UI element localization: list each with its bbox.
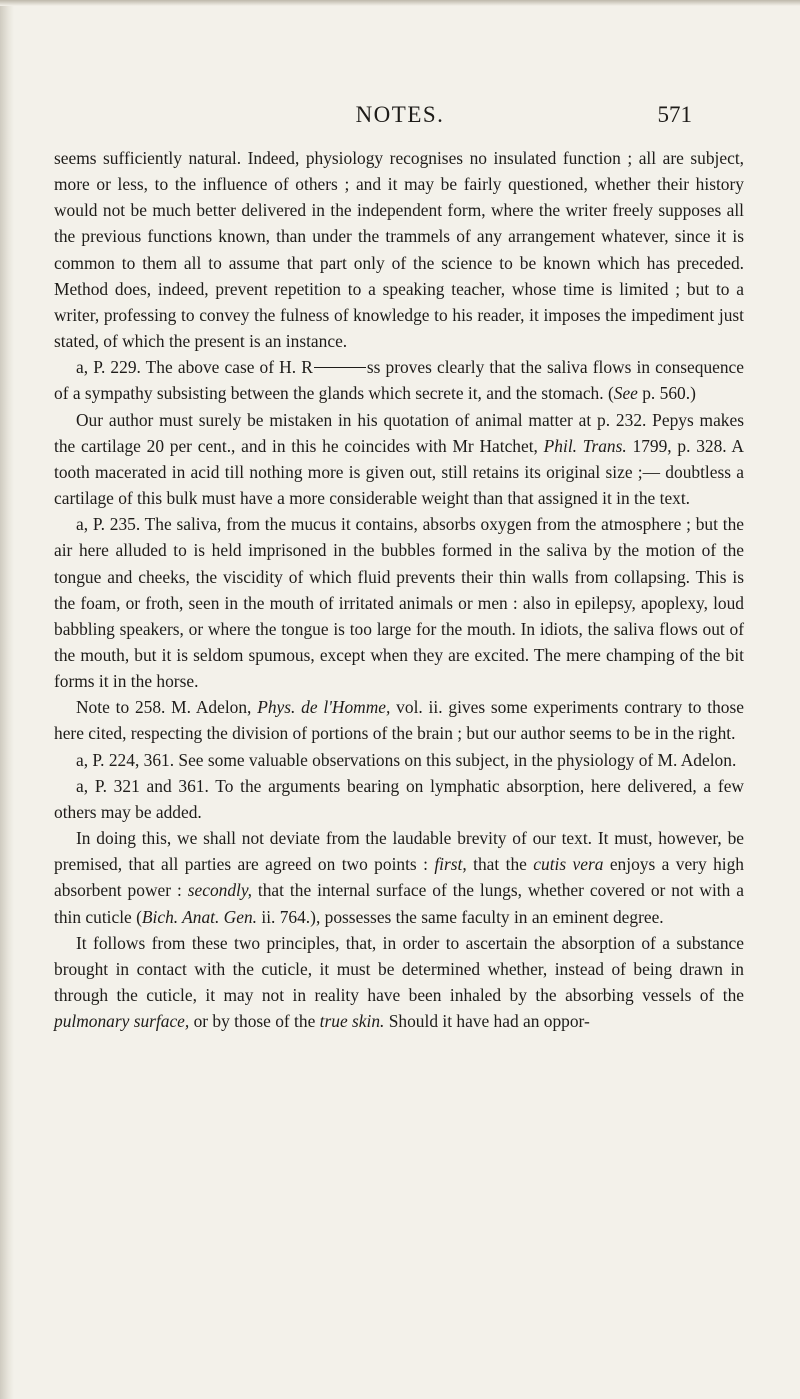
italic-text: true skin. (319, 1011, 385, 1032)
text-run: ii. 764.), possesses the same faculty in an eminent degree. (257, 906, 664, 927)
text-run: Should it have had an oppor- (384, 1011, 590, 1032)
text-run: seems sufficiently natural. Indeed, physiology recognises no insulated function ; all are subject, more or less, to the influence of others ; and it may be fairly questioned, whether their history would not be much better delivered in the independent form, where the writer freely supposes all the previous functions known, than under the trammels of any arrangement whatever, since it is common to them all to assume that part only of the science to be known which has preceded. Method does, indeed, prevent repetition to a speaking teacher, whose time is limited ; but to a writer, professing to convey the fulness of knowledge to his reader, it imposes the impediment just stated, of which the present is an instance. (54, 148, 744, 352)
page-top-edge (0, 0, 800, 6)
text-run: that the (466, 854, 534, 875)
text-run: ss proves clearly that the saliva flows in consequence of a sympathy subsisting between the glands which secrete it, and the stomach. ( (54, 357, 744, 404)
running-head: NOTES. (355, 102, 445, 127)
body-text (54, 145, 744, 1034)
italic-text: See (613, 383, 638, 404)
paragraph-p7 (54, 773, 744, 825)
italic-text: Phil. Trans. (543, 435, 627, 456)
text-run: a, P. 321 and 361. To the arguments bearing on lymphatic absorption, here delivered, a few others may be added. (54, 775, 744, 822)
page-gutter-shadow (0, 0, 14, 1399)
paragraph-p4 (54, 511, 744, 694)
text-run: 1799, p. 328. A tooth macerated in acid till nothing more is given out, still retains its original size ;— doubtless a cartilage of this bulk must have a more considerable weight than that assigned it in the text. (54, 435, 744, 509)
paragraph-p3 (54, 407, 744, 512)
paragraph-p1 (54, 145, 744, 354)
text-run: that the internal surface of the lungs, whether covered or not with a thin cuticle ( (54, 880, 744, 927)
text-run: enjoys a very high absorbent power : (54, 854, 744, 901)
paragraph-p9 (54, 930, 744, 1035)
italic-text: pulmonary surface, (54, 1011, 190, 1032)
text-run: Our author must surely be mistaken in his quotation of animal matter at p. 232. Pepys makes the cartilage 20 per cent., and in this he coincides with Mr Hatchet, (54, 409, 744, 456)
page-header (0, 100, 800, 134)
paragraph-p2 (54, 354, 744, 406)
paragraph-p8 (54, 825, 744, 930)
text-run: a, P. 235. The saliva, from the mucus it contains, absorbs oxygen from the atmosphere ; but the air here alluded to is held imprisoned in the bubbles formed in the saliva by the motion of the tongue and cheeks, the viscidity of which fluid prevents their thin walls from collapsing. This is the foam, or froth, seen in the mouth of irritated animals or men : also in epilepsy, apoplexy, loud babbling speakers, or where the tongue is too large for the mouth. In idiots, the saliva flows out of the mouth, but it is seldom spumous, except when they are excited. The mere champing of the bit forms it in the horse. (54, 514, 744, 692)
italic-text: Bich. Anat. Gen. (141, 906, 258, 927)
italic-text: secondly, (187, 880, 252, 901)
text-run: In doing this, we shall not deviate from the laudable brevity of our text. It must, however, be premised, that all parties are agreed on two points : (54, 828, 744, 875)
text-run: It follows from these two principles, that, in order to ascertain the absorption of a substance brought in contact with the cuticle, it must be determined whether, instead of being drawn in through the cuticle, it may not in reality have been inhaled by the absorbing vessels of the (54, 932, 744, 1005)
text-run: or by those of the (189, 1011, 320, 1032)
page-number: 571 (657, 102, 692, 127)
text-run: a, P. 229. The above case of H. R (76, 357, 313, 378)
text-run: p. 560.) (637, 383, 696, 404)
text-run: Note to 258. M. Adelon, (76, 697, 258, 718)
italic-text: Phys. de l'Homme, (257, 697, 391, 718)
name-elision-dash (314, 367, 366, 368)
text-run: vol. ii. gives some experiments contrary to those here cited, respecting the division of portions of the brain ; but our author seems to be in the right. (54, 697, 744, 744)
paragraph-p5 (54, 694, 744, 746)
text-run: a, P. 224, 361. See some valuable observations on this subject, in the physiology of M. Adelon. (76, 749, 737, 770)
italic-text: cutis vera (533, 854, 604, 875)
paragraph-p6 (54, 747, 744, 773)
italic-text: first, (434, 854, 467, 875)
